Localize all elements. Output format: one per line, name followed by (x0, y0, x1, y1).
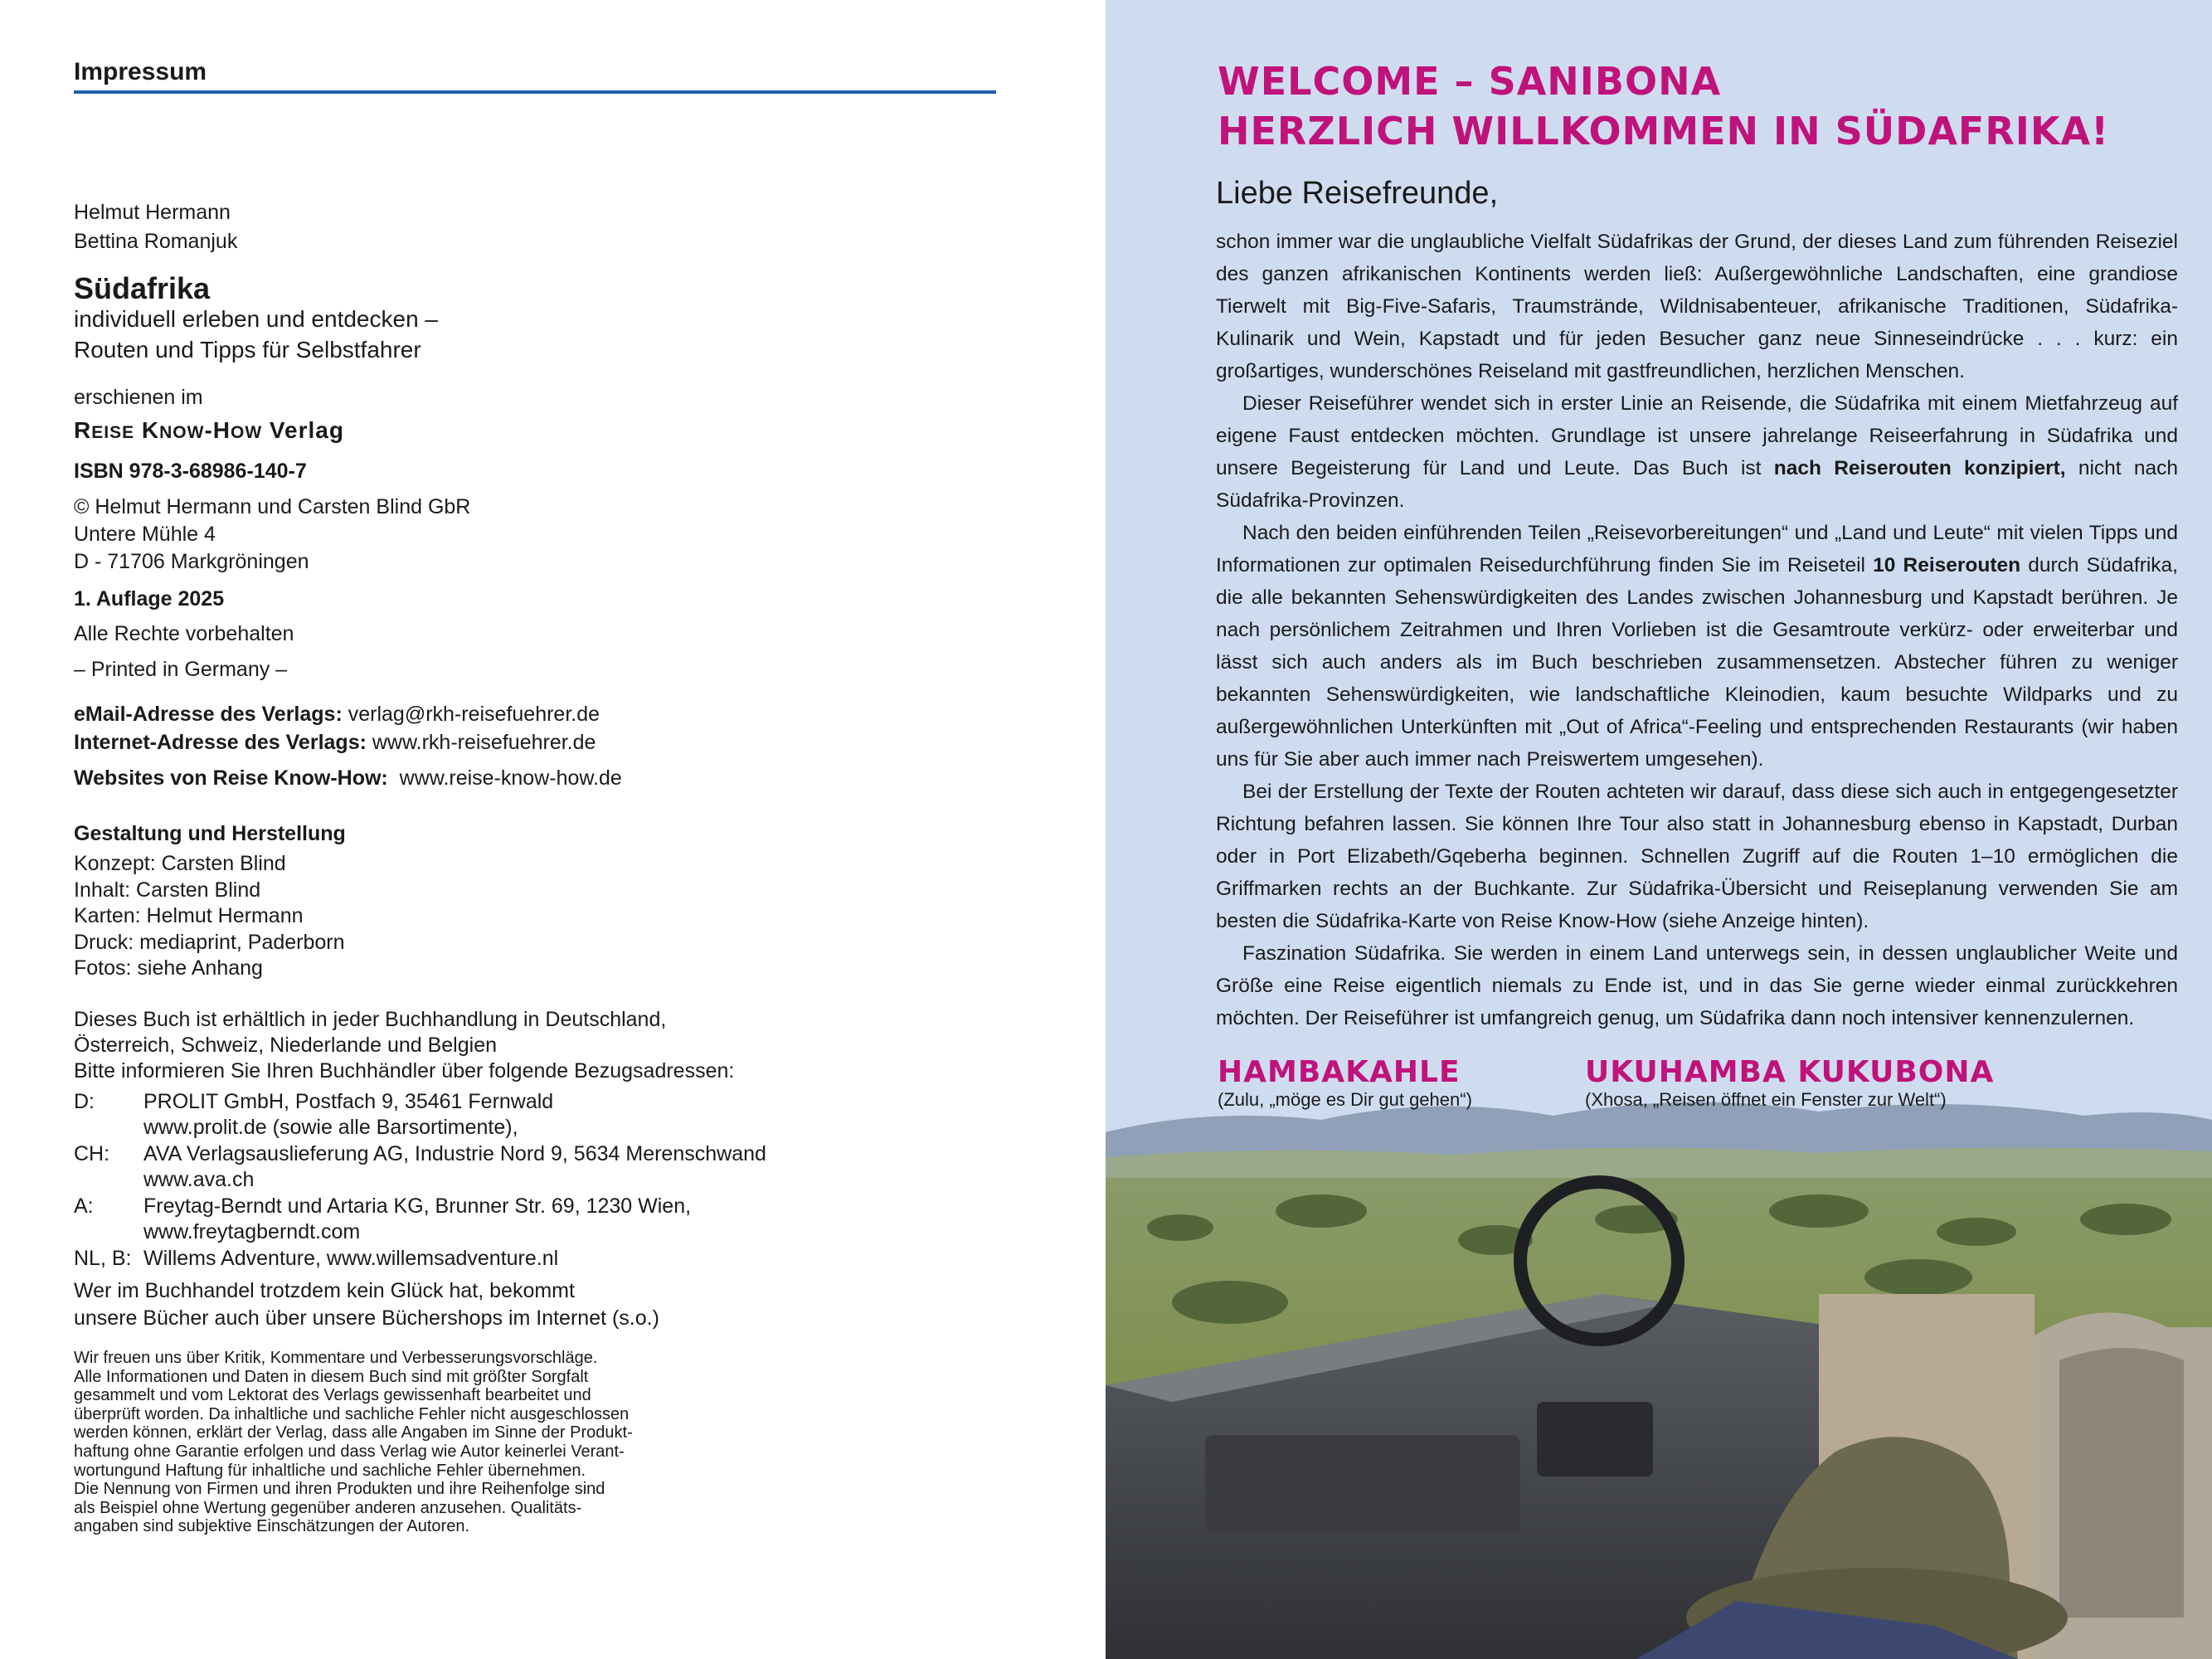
address-line: AVA Verlagsauslieferung AG, Industrie Nord 9, 5634 Merenschwand (143, 1142, 766, 1165)
web-line: Internet-Adresse des Verlags: www.rkh-reisefuehrer.de (74, 731, 596, 754)
isbn: ISBN 978-3-68986-140-7 (74, 460, 307, 483)
credit-concept: Konzept: Carsten Blind (74, 852, 286, 875)
printed-in: – Printed in Germany – (74, 658, 288, 681)
greeting-xhosa-title: UKUHAMBA KUKUBONA (1585, 1055, 1995, 1089)
availability (74, 1007, 734, 1084)
welcome-headline (1218, 56, 2109, 156)
disclaimer-line: angaben sind subjektive Einschätzungen der Autoren. (74, 1517, 470, 1536)
edition: 1. Auflage 2025 (74, 587, 225, 611)
disclaimer-line: gesammelt und vom Lektorat des Verlags gewissenhaft bearbeitet und (74, 1386, 591, 1405)
note-line: Wer im Buchhandel trotzdem kein Glück hat, bekommt (74, 1279, 575, 1302)
greeting-zulu-title: HAMBAKAHLE (1218, 1055, 1461, 1089)
greeting-xhosa (1585, 1055, 1994, 1111)
book-title: Südafrika (74, 271, 211, 305)
right-page (1106, 0, 2212, 1659)
availability-line: Österreich, Schweiz, Niederlande und Belgien (74, 1034, 497, 1057)
email-link[interactable]: verlag@rkh-reisefuehrer.de (342, 703, 600, 726)
paragraph-5: Faszination Südafrika. Sie werden in einem Land unterwegs sein, in dessen unglaublicher Weite und Größe eine Reise eigentlich niemals zu Ende ist, und in das Sie gerne wieder einmal zurückkehren möchten. Der Reiseführer ist umfangreich genug, um Südafrika dann noch intensiver kennenzulernen. (1216, 942, 2178, 1029)
credits-heading: Gestaltung und Herstellung (74, 822, 346, 845)
intro-text (1216, 226, 2178, 1034)
address-link[interactable]: www.ava.ch (143, 1168, 255, 1191)
web-link[interactable]: www.rkh-reisefuehrer.de (366, 731, 596, 754)
address-link[interactable]: www.prolit.de (sowie alle Barsortimente), (143, 1116, 518, 1139)
greeting-zulu-translation: (Zulu, „möge es Dir gut gehen“) (1218, 1089, 1472, 1110)
safari-photo (1106, 1087, 2212, 1659)
paragraph-4: Bei der Erstellung der Texte der Routen achteten wir darauf, dass diese sich auch in entgegengesetzter Richtung befahren lassen. Sie können Ihre Tour also statt in Johannesburg ebenso in Kapstadt, Durban oder in Port Elizabeth/Gqeberha beginnen. Schnellen Zugriff auf die Routen 1–10 ermöglichen die Griffmarken rechts an der Buchkante. Zur Südafrika-Übersicht und Reiseplanung verwenden Sie am besten die Südafrika-Karte von Reise Know-How (siehe Anzeige hinten). (1216, 781, 2178, 932)
subtitle-line-2: Routen und Tipps für Selbstfahrer (74, 337, 421, 362)
address-country: D: (74, 1090, 95, 1113)
copyright-line-1: © Helmut Hermann und Carsten Blind GbR (74, 495, 471, 518)
no-luck-note (74, 1277, 659, 1332)
paragraph-3: Nach den beiden einführenden Teilen „Reisevorbereitungen“ und „Land und Leute“ mit vielen Tipps und Informationen zur optimalen Reisedurchführung finden Sie im Reiseteil 10 Reiserouten durch Südafrika, die alle bekannten Sehenswürdigkeiten des Landes zwischen Johannesburg und Kapstadt berühren. Je nach persönlichem Zeitrahmen und Ihren Vorlieben ist die Gesamtroute verkürz- oder erweiterbar und lässt sich auch anders als im Buch beschrieben zusammensetzen. Abstecher führen zu weniger bekannten Sehenswürdigkeiten, wie landschaftliche Kleinodien, kaum besuchte Wildparks und zu außergewöhnlichen Unterkünften mit „Out of Africa“-Feeling und entsprechenden Restaurants (wir haben uns für Sie aber auch immer nach Preiswertem umgesehen). (1216, 522, 2178, 771)
published-in: erschienen im (74, 386, 203, 409)
address-line: Willems Adventure, www.willemsadventure.nl (143, 1247, 559, 1270)
disclaimer-line: Alle Informationen und Daten in diesem Buch sind mit größter Sorgfalt (74, 1367, 589, 1386)
disclaimer-line: haftung ohne Garantie erfolgen und dass Verlag wie Autor keinerlei Verant- (74, 1442, 625, 1461)
address-country: NL, B: (74, 1247, 132, 1270)
credit-content: Inhalt: Carsten Blind (74, 878, 261, 902)
address-country: CH: (74, 1142, 110, 1165)
address-link[interactable]: www.freytagberndt.com (143, 1220, 361, 1243)
rights: Alle Rechte vorbehalten (74, 622, 294, 645)
copyright-line-3: D - 71706 Markgröningen (74, 550, 309, 573)
availability-line: Bitte informieren Sie Ihren Buchhändler über folgende Bezugsadressen: (74, 1059, 735, 1082)
salutation: Liebe Reisefreunde, (1216, 176, 1499, 211)
paragraph-1: schon immer war die unglaubliche Vielfalt Südafrikas der Grund, der dieses Land zum führenden Reiseziel des ganzen afrikanischen Kontinents werden ließ: Außergewöhnliche Landschaften, eine grandiose Tierwelt mit Big-Five-Safaris, Traumstrände, Wildnisabenteuer, afrikanische Traditionen, Südafrika-Kulinarik und Wein, Kapstadt und für jeden Besucher ganz neue Sinneseindrücke . . . kurz: ein großartiges, wunderschönes Reiseland mit gastfreundlichen, herzlichen Menschen. (1216, 231, 2178, 382)
headline-line-1: WELCOME – SANIBONA (1218, 59, 1722, 104)
greeting-zulu (1218, 1055, 1472, 1111)
disclaimer-line: werden können, erklärt der Verlag, dass alle Angaben im Sinne der Produkt- (74, 1423, 633, 1443)
headline-line-2: HERZLICH WILLKOMMEN IN SÜDAFRIKA! (1218, 109, 2110, 153)
disclaimer-line: Wir freuen uns über Kritik, Kommentare und Verbesserungsvorschläge. (74, 1349, 598, 1367)
disclaimer-line: als Beispiel ohne Wertung gegenüber anderen anzusehen. Qualitäts- (74, 1498, 582, 1517)
credits-list (74, 851, 345, 982)
disclaimer-line: Die Nennung von Firmen und ihren Produkten und ihre Reihenfolge sind (74, 1480, 605, 1499)
disclaimer-line: wortungund Haftung für inhaltliche und sachliche Fehler übernehmen. (74, 1461, 586, 1480)
email-line: eMail-Adresse des Verlags: verlag@rkh-reisefuehrer.de (74, 703, 600, 726)
address-line: PROLIT GmbH, Postfach 9, 35461 Fernwald (143, 1090, 554, 1113)
address-country: A: (74, 1194, 94, 1218)
impressum-heading: Impressum (74, 58, 207, 85)
address-line: Freytag-Berndt und Artaria KG, Brunner Str. 69, 1230 Wien, (143, 1194, 692, 1218)
disclaimer (74, 1349, 633, 1536)
sites-link[interactable]: www.reise-know-how.de (387, 766, 622, 790)
heading-rule (74, 90, 996, 94)
sites-line: Websites von Reise Know-How: www.reise-know-how.de (74, 766, 622, 790)
disclaimer-line: überprüft worden. Da inhaltliche und sachliche Fehler nicht ausgeschlossen (74, 1404, 630, 1423)
paragraph-2: Dieser Reiseführer wendet sich in erster Linie an Reisende, die Südafrika mit einem Mietfahrzeug auf eigene Faust entdecken möchten. Grundlage ist unsere jahrelange Reiseerfahrung in Südafrika und unsere Begeisterung für Land und Leute. Das Buch ist nach Reiserouten konzipiert, nicht nach Südafrika-Provinzen. (1216, 392, 2178, 512)
availability-line: Dieses Buch ist erhältlich in jeder Buchhandlung in Deutschland, (74, 1008, 667, 1031)
credit-photos: Fotos: siehe Anhang (74, 956, 263, 980)
note-line: unsere Bücher auch über unsere Büchershops im Internet (s.o.) (74, 1306, 659, 1330)
greeting-xhosa-translation: (Xhosa, „Reisen öffnet ein Fenster zur Welt“) (1585, 1089, 1947, 1110)
subtitle-line-1: individuell erleben und entdecken – (74, 306, 438, 332)
copyright-line-2: Untere Mühle 4 (74, 523, 216, 546)
author-2: Bettina Romanjuk (74, 230, 238, 253)
author-1: Helmut Hermann (74, 201, 231, 224)
credit-print: Druck: mediaprint, Paderborn (74, 930, 345, 954)
credit-maps: Karten: Helmut Hermann (74, 904, 304, 927)
publisher-name: REISE KNOW-HOW Verlag (74, 417, 344, 443)
